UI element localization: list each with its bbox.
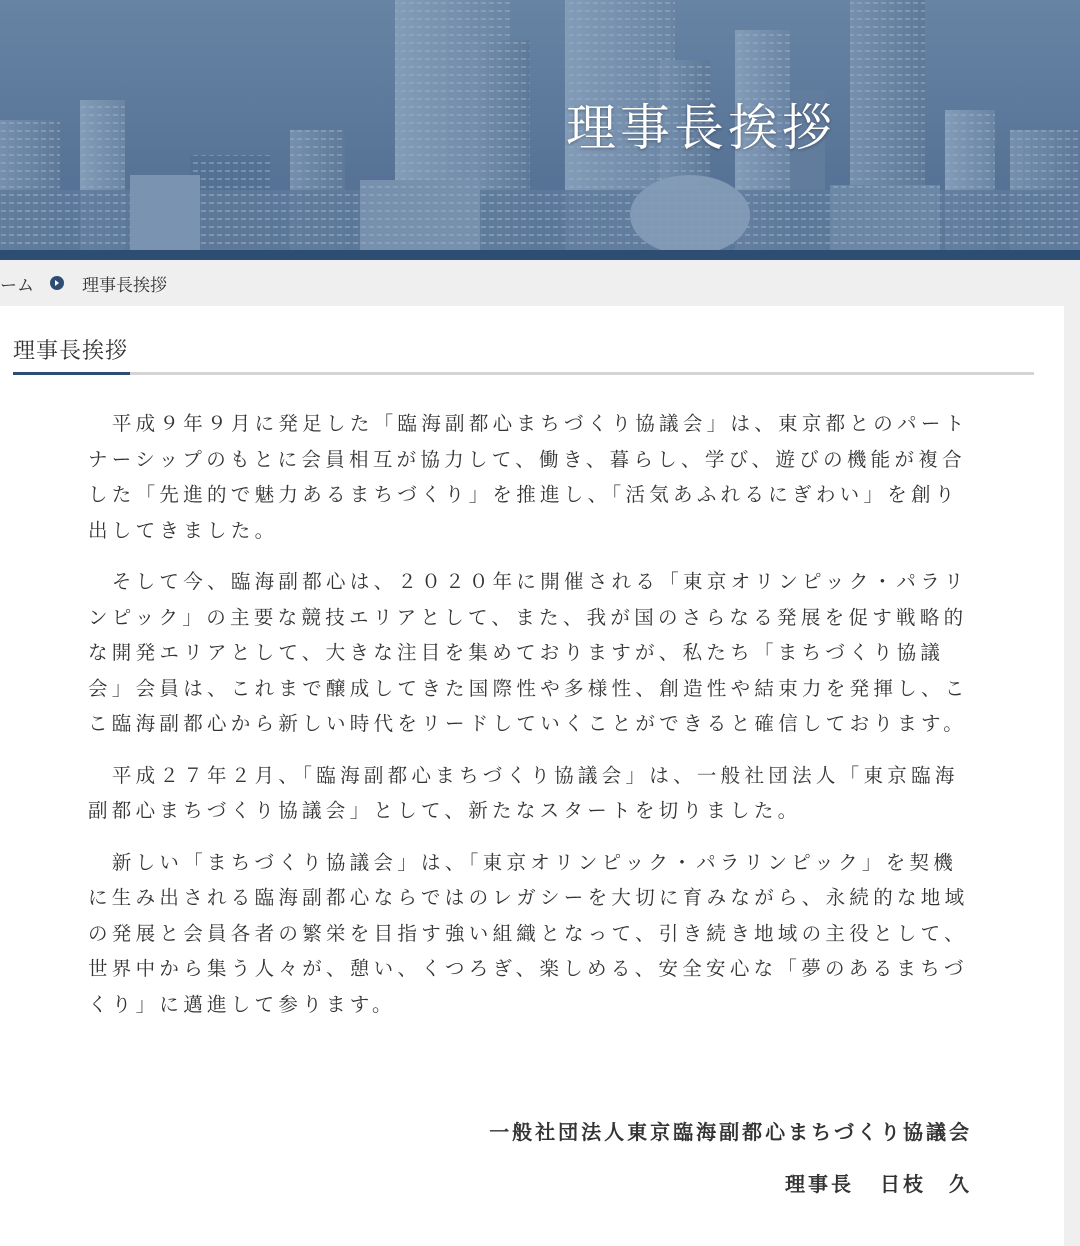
breadcrumb	[0, 260, 1080, 306]
title-divider-accent	[13, 372, 130, 375]
greeting-message	[88, 406, 978, 1038]
title-divider	[13, 372, 1034, 375]
content-card	[0, 306, 1064, 1246]
signature-person: 日枝 久	[880, 1172, 972, 1196]
message-paragraph: 平成２７年２月、「臨海副都心まちづくり協議会」は、一般社団法人「東京臨海副都心まちづくり協議会」として、新たなスタートを切りました。	[88, 763, 959, 822]
signature-role: 理事長	[785, 1172, 854, 1196]
signature-organization: 一般社団法人東京臨海副都心まちづくり協議会	[489, 1120, 972, 1144]
hero-title: 理事長挨拶	[566, 99, 836, 157]
breadcrumb-home-link[interactable]: ーム	[0, 275, 34, 296]
hero-bottom-bar	[0, 250, 1080, 260]
city-skyline-image	[0, 0, 1080, 260]
chevron-right-icon	[50, 276, 64, 290]
hero-banner	[0, 0, 1080, 260]
message-paragraph: 平成９年９月に発足した「臨海副都心まちづくり協議会」は、東京都とのパートナーシップのもとに会員相互が協力して、働き、暮らし、学び、遊びの機能が複合した「先進的で魅力あるまちづくり」を推進し、「活気あふれるにぎわい」を創り出してきました。	[88, 412, 969, 542]
page-title: 理事長挨拶	[13, 339, 129, 364]
message-paragraph: 新しい「まちづくり協議会」は、「東京オリンピック・パラリンピック」を契機に生み出される臨海副都心ならではのレガシーを大切に育みながら、永続的な地域の発展と会員各者の繁栄を目指す強い組織となって、引き続き地域の主役として、世界中から集う人々が、憩い、くつろぎ、楽しめる、安全安心な「夢のあるまちづくり」に邁進して参ります。	[88, 850, 969, 1016]
page-background-strip	[1064, 306, 1080, 1246]
signature-name	[785, 1168, 972, 1197]
breadcrumb-current: 理事長挨拶	[82, 275, 167, 296]
message-paragraph: そして今、臨海副都心は、２０２０年に開催される「東京オリンピック・パラリンピック」の主要な競技エリアとして、また、我が国のさらなる発展を促す戦略的な開発エリアとして、大きな注目を集めておりますが、私たち「まちづくり協議会」会員は、これまで醸成してきた国際性や多様性、創造性や結束力を発揮し、ここ臨海副都心から新しい時代をリードしていくことができると確信しております。	[88, 570, 969, 735]
